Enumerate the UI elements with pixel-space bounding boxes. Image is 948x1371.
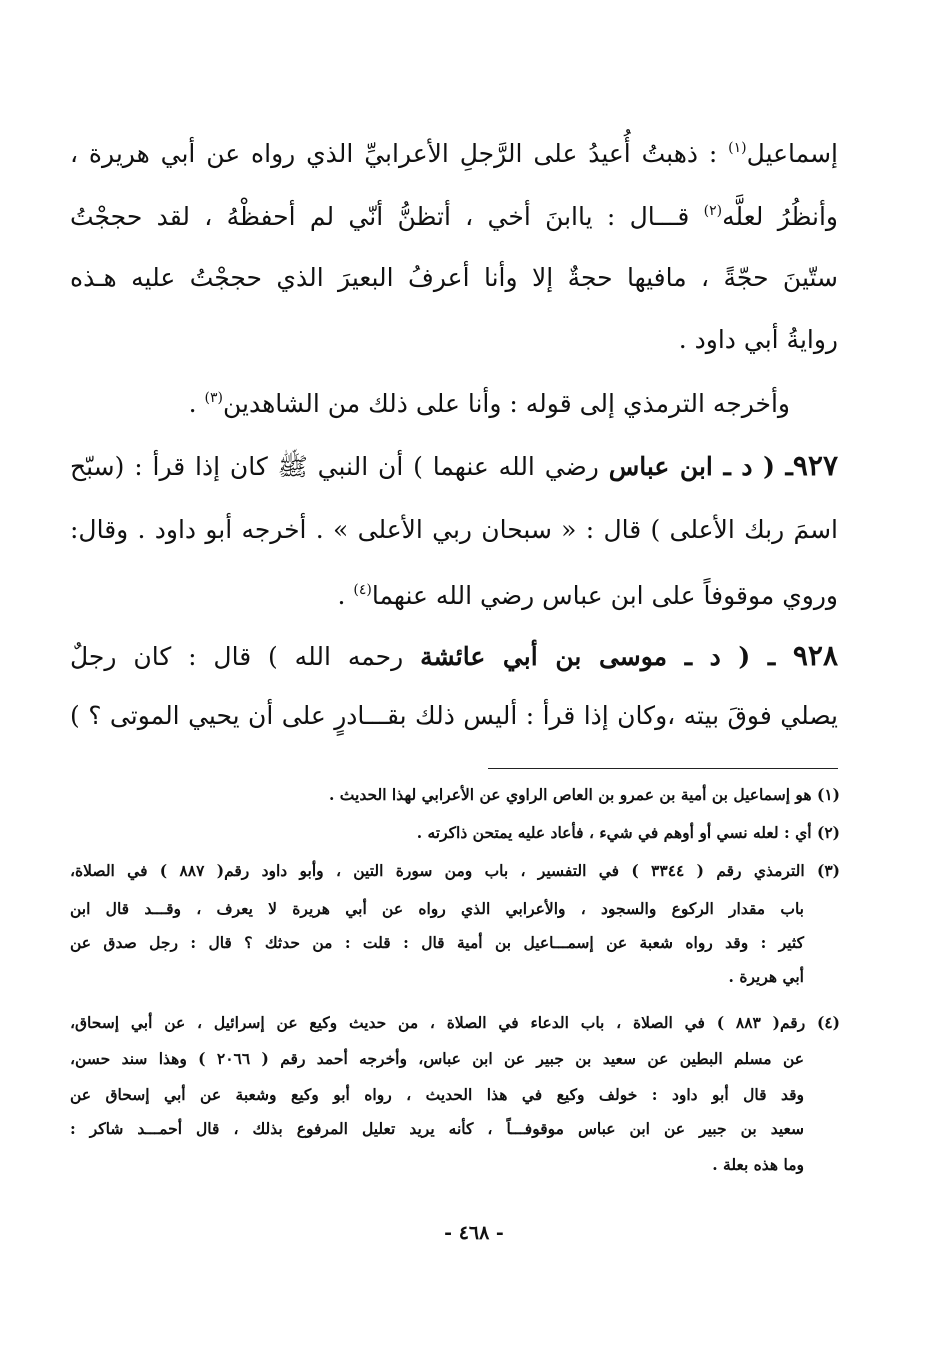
hadith-928-line-2: يصلي فوقَ بيته ،وكان إذا قرأ : أليس ذلك بقـــادرٍ على أن يحيي الموتى ؟ )	[70, 701, 838, 730]
hadith-927-line-3: وروي موقوفاً على ابن عباس رضي الله عنهما$^{(٤)}$ .	[337, 581, 838, 610]
hadith-927-line-2: اسمَ ربك الأعلى ) قال : « سبحان ربي الأعلى » . أخرجه أبو داود . وقال:	[70, 515, 838, 544]
text-line: إسماعيل$^{(١)}$ : ذهبتُ أُعيدُ على الرَّجلِ الأعرابيِّ الذي رواه عن أبي هريرة ،	[70, 139, 838, 168]
text-line: روايةُ أبي داود .	[678, 325, 838, 354]
footnote-ref: (١)	[728, 140, 747, 156]
hadith-number: ٩٢٧	[792, 449, 838, 482]
hadith-source: ـ ( د ـ ابن عباس	[608, 452, 793, 481]
footnote-ref: (٣)	[204, 390, 224, 406]
footnote-4-line: وما هذه بعلة .	[712, 1155, 804, 1174]
footnote-4-line: وقد قال أبو داود : خولف وكيع في هذا الحديث ، رواه أبو وكيع وشعبة عن أبي إسحاق عن	[70, 1085, 804, 1104]
footnote-3-line: كثير : وقد رواه شعبة عن إسمـــاعيل بن أمية قال : قلت : من حدثك ؟ قال : رجل صدق عن	[70, 933, 804, 952]
footnote-3-line: باب مقدار الركوع والسجود ، والأعرابي الذي رواه عن أبي هريرة لا يعرف ، وقـــد قال ابن	[70, 899, 804, 918]
footnote-divider	[488, 768, 838, 769]
footnote-4-line: عن مسلم البطين عن سعيد بن جبير عن ابن عباس، وأخرجه أحمد رقم ( ٢٠٦٦ ) وهذا سند حسن،	[70, 1049, 804, 1068]
footnote-4-line: سعيد بن جبير عن ابن عباس موقوفـــاً ، كأنه يريد تعليل المرفوع بذلك ، قال أحمـــد شاكر :	[70, 1119, 804, 1138]
text-line: وأنظُرُ لعلَّه$^{(٢)}$ قـــال : ياابنَ أخي ، أتظنُّ أنّي لم أحفظْهُ ، لقد حججْتُ	[70, 202, 838, 231]
hadith-927-line-1: ٩٢٧ـ ( د ـ ابن عباس رضي الله عنهما ) أن النبي ﷺ كان إذا قرأ : (سبّح	[70, 449, 838, 482]
hadith-number: ٩٢٨	[792, 639, 839, 672]
footnote-1: (١) هو إسماعيل بن أمية بن عمرو بن العاص الراوي عن الأعرابي لهذا الحديث .	[329, 785, 840, 804]
text-line: ستّينَ حجّةً ، مافيها حجةٌ إلا وأنا أعرفُ البعيرَ الذي حججْتُ عليه هـذه	[70, 263, 838, 292]
footnote-4-line: (٤) رقم( ٨٨٣ ) في الصلاة ، باب الدعاء في الصلاة ، من حديث وكيع عن إسرائيل ، عن أبي إسحاق،	[70, 1013, 841, 1032]
footnote-ref: (٢)	[703, 203, 723, 219]
footnote-3-line: أبي هريرة .	[728, 967, 804, 986]
footnote-3-line: (٣) الترمذي رقم ( ٣٣٤٤ ) في التفسير ، باب ومن سورة التين ، وأبو داود رقم( ٨٨٧ ) في الصلاة،	[70, 861, 840, 880]
text-line: وأخرجه الترمذي إلى قوله : وأنا على ذلك من الشاهدين$^{(٣)}$ .	[188, 389, 790, 418]
hadith-source: ـ ( د ـ موسى بن أبي عائشة	[420, 642, 793, 671]
footnote-2: (٢) أي : لعله نسي أو أوهم في شيء ، فأعاد عليه يمتحن ذاكرته .	[416, 823, 840, 842]
hadith-928-line-1: ٩٢٨ ـ ( د ـ موسى بن أبي عائشة رحمه الله ) قال : كان رجلٌ	[70, 639, 839, 672]
footnote-ref: (٤)	[353, 582, 372, 598]
page-number: - ٤٦٨ -	[444, 1222, 504, 1244]
